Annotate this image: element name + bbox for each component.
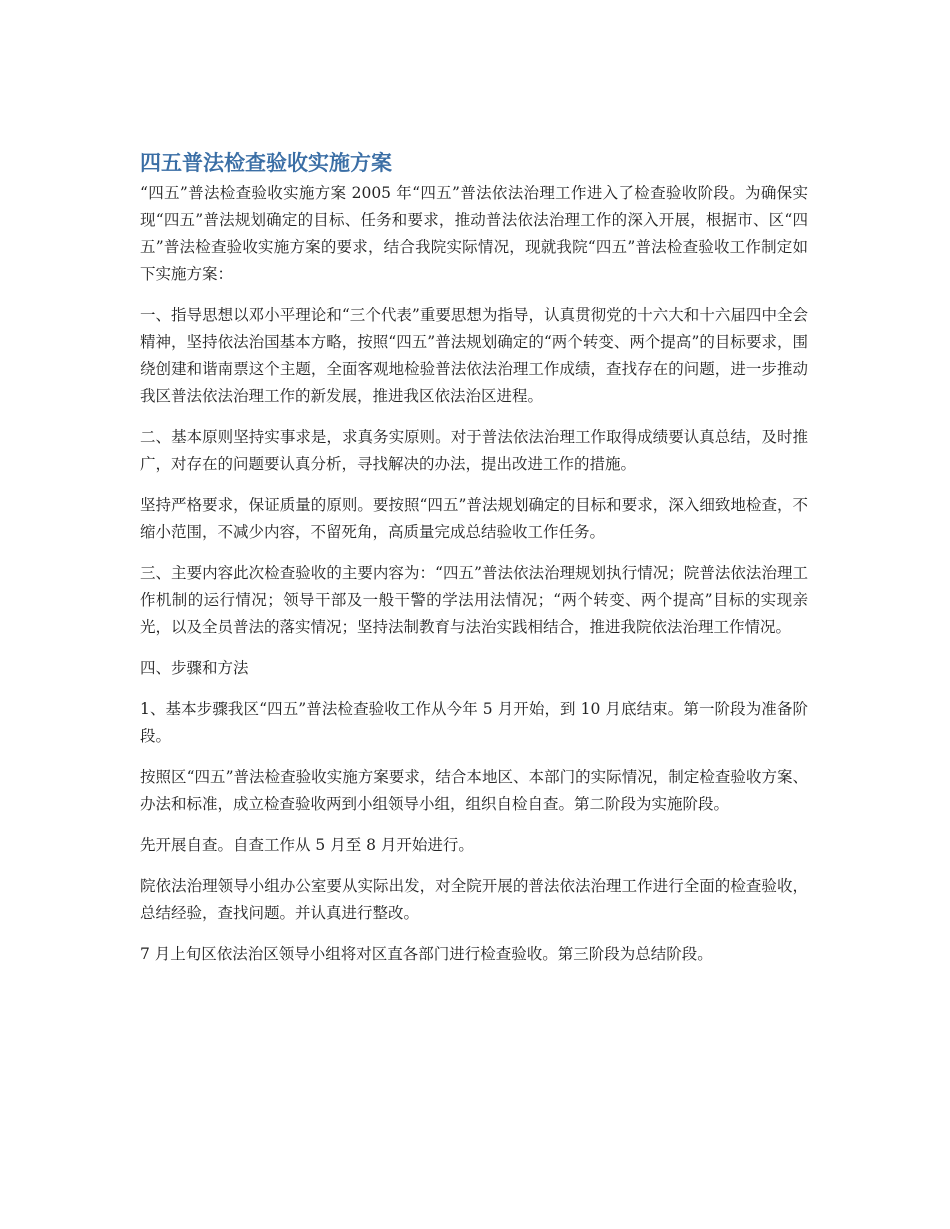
paragraph-basic-steps: 1、基本步骤我区“四五”普法检查验收工作从今年 5 月开始，到 10 月底结束。第一阶段为准备阶段。 — [140, 700, 808, 745]
paragraph-office-inspection: 院依法治理领导小组办公室要从实际出发，对全院开展的普法依法治理工作进行全面的检查验收，总结经验，查找问题。并认真进行整改。 — [140, 877, 808, 922]
paragraph-district-inspection: 7 月上旬区依法治区领导小组将对区直各部门进行检查验收。第三阶段为总结阶段。 — [140, 945, 713, 963]
document-title: 四五普法检查验收实施方案 — [140, 151, 392, 175]
paragraph-basic-principles: 二、基本原则坚持实事求是，求真务实原则。对于普法依法治理工作取得成绩要认真总结，及时推广，对存在的问题要认真分析，寻找解决的办法，提出改进工作的措施。 — [140, 428, 808, 473]
paragraph-main-content: 三、主要内容此次检查验收的主要内容为：“四五”普法依法治理规划执行情况；院普法依法治理工作机制的运行情况；领导干部及一般干警的学法用法情况；“两个转变、两个提高”目标的实现亲光，以及全员普法的落实情况；坚持法制教育与法治实践相结合，推进我院依法治理工作情况。 — [140, 564, 808, 636]
document-page — [140, 148, 808, 982]
paragraph-self-check: 先开展自查。自查工作从 5 月至 8 月开始进行。 — [140, 836, 474, 854]
paragraph-steps-heading: 四、步骤和方法 — [140, 659, 249, 677]
paragraph-guiding-ideology: 一、指导思想以邓小平理论和“三个代表”重要思想为指导，认真贯彻党的十六大和十六届四中全会精神，坚持依法治国基本方略，按照“四五”普法规划确定的“两个转变、两个提高”的目标要求，围绕创建和谐南票这个主题，全面客观地检验普法依法治理工作成绩，查找存在的问题，进一步推动我区普法依法治理工作的新发展，推进我区依法治区进程。 — [140, 306, 808, 405]
paragraph-intro: “四五”普法检查验收实施方案 2005 年“四五”普法依法治理工作进入了检查验收阶段。为确保实现“四五”普法规划确定的目标、任务和要求，推动普法依法治理工作的深入开展，根据市、区“四五”普法检查验收实施方案的要求，结合我院实际情况，现就我院“四五”普法检查验收工作制定如下实施方案： — [140, 184, 808, 283]
paragraph-preparation: 按照区“四五”普法检查验收实施方案要求，结合本地区、本部门的实际情况，制定检查验收方案、办法和标准，成立检查验收两到小组领导小组，组织自检自查。第二阶段为实施阶段。 — [140, 768, 808, 813]
paragraph-strict-requirements: 坚持严格要求，保证质量的原则。要按照“四五”普法规划确定的目标和要求，深入细致地检查，不缩小范围，不减少内容，不留死角，高质量完成总结验收工作任务。 — [140, 496, 808, 541]
